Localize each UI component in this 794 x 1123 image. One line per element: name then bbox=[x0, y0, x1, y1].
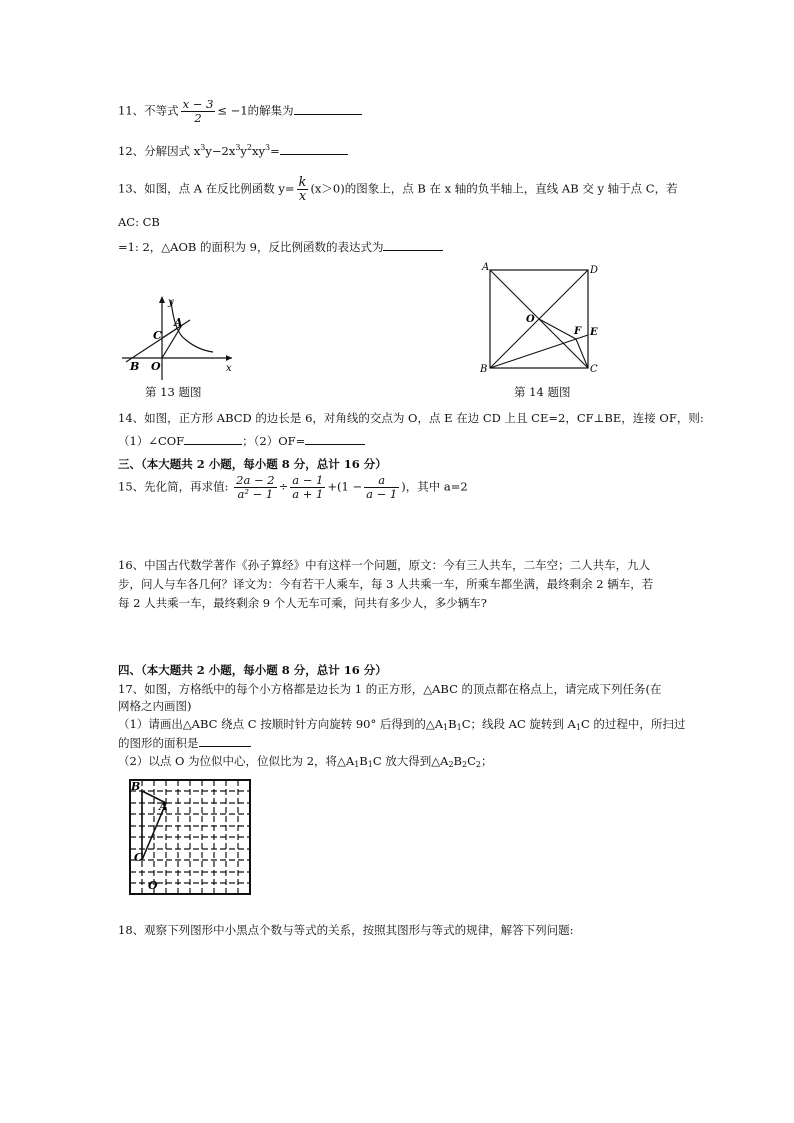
q15-f1-denominator: a² − 1 bbox=[237, 487, 274, 501]
q12-term-3: xy bbox=[252, 144, 265, 158]
q11-prefix: 11、不等式 bbox=[118, 103, 179, 118]
q15-f2-numerator: a − 1 bbox=[292, 473, 324, 487]
fig13-label-O: O bbox=[151, 360, 161, 373]
question-15 bbox=[118, 474, 468, 501]
question-14-answers bbox=[118, 432, 365, 449]
fig14-label-A: A bbox=[482, 262, 490, 273]
q13-prefix: 13、如图，点 A 在反比例函数 y= bbox=[118, 181, 295, 196]
q15-f2-denominator: a + 1 bbox=[292, 487, 324, 501]
fig14-label-D: D bbox=[590, 265, 599, 276]
q14-answer-blank-2[interactable] bbox=[305, 432, 365, 445]
q15-f3-denominator: a − 1 bbox=[366, 487, 398, 501]
question-13-cont bbox=[118, 238, 443, 255]
fig13-label-C: C bbox=[153, 329, 162, 342]
fig13-y-arrow bbox=[159, 296, 165, 303]
fig14-label-C: C bbox=[590, 364, 598, 375]
q13-suffix: (x＞0)的图象上，点 B 在 x 轴的负半轴上，直线 AB 交 y 轴于点 C，若 bbox=[310, 181, 678, 196]
fig13-label-x: x bbox=[226, 363, 232, 374]
q17-p2-sub-1: 1 bbox=[354, 760, 360, 769]
fig17-label-C: C bbox=[134, 851, 143, 864]
q15-fraction-1 bbox=[234, 474, 276, 501]
q17-p2-text-b: B bbox=[359, 754, 368, 768]
section-3-title: 三、（本大题共 2 小题，每小题 8 分，总计 16 分） bbox=[118, 457, 387, 471]
fig13-x-arrow bbox=[226, 355, 232, 361]
q17-p1-text-c: C；线段 AC 旋转到 A bbox=[461, 717, 576, 731]
q13-line-3: =1: 2，△AOB 的面积为 9，反比例函数的表达式为 bbox=[118, 240, 384, 254]
q15-prefix: 15、先化简，再求值: bbox=[118, 479, 229, 494]
q11-relation: ≤ −1 bbox=[217, 103, 248, 118]
q12-suffix: = bbox=[270, 144, 280, 158]
q12-exp-1: 3 bbox=[200, 143, 206, 152]
q12-exp-2: 3 bbox=[235, 143, 241, 152]
q17-p2-sub-3: 2 bbox=[448, 760, 454, 769]
q18-line-1: 18、观察下列图形中小黑点个数与等式的关系，按照其图形与等式的规律，解答下列问题: bbox=[118, 923, 574, 937]
q16-line-3: 每 2 人共乘一车，最终剩余 9 个人无车可乘，问共有多少人，多少辆车? bbox=[118, 596, 487, 610]
q15-f1-numerator: 2a − 2 bbox=[236, 473, 275, 487]
fig14-label-F: F bbox=[574, 326, 582, 337]
figure-14 bbox=[478, 262, 608, 376]
q11-suffix: 的解集为 bbox=[247, 103, 294, 118]
section-4-title: 四、（本大题共 2 小题，每小题 8 分，总计 16 分） bbox=[118, 663, 387, 677]
fig14-segment-BE bbox=[490, 335, 588, 368]
q12-term-2: y bbox=[240, 144, 247, 158]
q17-p2-text-e: C bbox=[467, 754, 476, 768]
q12-prefix: 12、分解因式 x bbox=[118, 144, 201, 158]
q12-exp-3: 2 bbox=[246, 143, 252, 152]
figure-13 bbox=[118, 292, 238, 382]
q13-frac-numerator: k bbox=[298, 175, 307, 190]
q14-part-1: （1）∠COF bbox=[118, 434, 185, 448]
fig17-grid-lines bbox=[130, 780, 250, 894]
q17-p1-sub-a1-2: 1 bbox=[575, 723, 581, 732]
q16-line-1: 16、中国古代数学著作《孙子算经》中有这样一个问题，原文：今有三人共车，二车空；二人共车，九人 bbox=[118, 558, 651, 572]
q17-answer-blank[interactable] bbox=[199, 734, 251, 747]
fig14-label-O: O bbox=[526, 314, 535, 325]
q17-p2-text-a: （2）以点 O 为位似中心，位似比为 2，将△A bbox=[118, 754, 355, 768]
q11-answer-blank[interactable] bbox=[294, 102, 362, 115]
q12-exp-4: 3 bbox=[264, 143, 271, 152]
q17-p1-text-b: B bbox=[448, 717, 457, 731]
fig14-segment-CF bbox=[576, 339, 588, 368]
fig17-label-B: B bbox=[131, 780, 141, 793]
q17-p1-sub-b1: 1 bbox=[456, 723, 462, 732]
q11-fraction bbox=[181, 98, 216, 125]
q17-p2-sub-2: 1 bbox=[367, 760, 373, 769]
q13-line-2: AC: CB bbox=[118, 215, 160, 229]
fig13-segment-OA bbox=[162, 325, 182, 358]
q13-answer-blank[interactable] bbox=[383, 238, 443, 251]
q17-p1-sub-a1: 1 bbox=[443, 723, 449, 732]
q15-fraction-3 bbox=[364, 474, 399, 501]
q17-p1-text-a: （1）请画出△ABC 绕点 C 按顺时针方向旋转 90° 后得到的△A bbox=[118, 717, 444, 731]
q16-line-2: 步，问人与车各几何？译文为：今有若干人乘车，每 3 人共乘一车，所乘车都坐满，最终剩余 2 辆车，若 bbox=[118, 577, 654, 591]
q17-part-1 bbox=[118, 716, 685, 736]
q14-answer-blank-1[interactable] bbox=[184, 432, 242, 445]
q17-p2-sub-5: 2 bbox=[475, 760, 481, 769]
q15-operator-2: +(1 − bbox=[327, 479, 363, 494]
q13-frac-denominator: x bbox=[298, 189, 307, 204]
q17-p2-text-c: C 放大得到△A bbox=[372, 754, 449, 768]
fig14-label-E: E bbox=[590, 327, 598, 338]
fig17-label-A: A bbox=[159, 800, 168, 813]
q17-part-2 bbox=[118, 753, 492, 773]
question-12 bbox=[118, 140, 348, 159]
q11-frac-denominator: 2 bbox=[194, 111, 202, 125]
q15-operator-1: ÷ bbox=[278, 479, 289, 494]
figure-17-grid bbox=[126, 776, 256, 898]
q17-p1-text-d: C 的过程中，所扫过 bbox=[580, 717, 686, 731]
q12-answer-blank[interactable] bbox=[280, 142, 348, 155]
figure-13-caption: 第 13 题图 bbox=[145, 385, 202, 399]
fig13-label-y: y bbox=[168, 297, 174, 308]
q15-f3-numerator: a bbox=[364, 474, 399, 488]
q15-fraction-2 bbox=[290, 474, 325, 501]
q17-line-2: 网格之内画图) bbox=[118, 699, 192, 713]
q11-frac-numerator: x − 3 bbox=[182, 97, 214, 111]
fig13-label-B: B bbox=[130, 360, 140, 373]
q17-p1-line-2: 的图形的面积是 bbox=[118, 736, 199, 750]
q13-fraction bbox=[297, 176, 309, 203]
q14-line-1: 14、如图，正方形 ABCD 的边长是 6，对角线的交点为 O，点 E 在边 CD 上且 CE=2，CF⊥BE，连接 OF，则: bbox=[118, 411, 704, 425]
fig14-segment-OF bbox=[539, 319, 576, 339]
fig13-label-A: A bbox=[174, 316, 183, 329]
fig14-label-B: B bbox=[480, 364, 488, 375]
q17-p2-text-f: ； bbox=[480, 754, 493, 768]
q12-term-1: y−2x bbox=[205, 144, 236, 158]
q17-p2-text-d: B bbox=[453, 754, 462, 768]
q17-line-1: 17、如图，方格纸中的每个小方格都是边长为 1 的正方形，△ABC 的顶点都在格点上，请完成下列任务(在 bbox=[118, 682, 662, 696]
question-11 bbox=[118, 98, 362, 125]
figure-14-caption: 第 14 题图 bbox=[514, 385, 571, 399]
fig17-label-O: O bbox=[148, 879, 158, 892]
q17-p2-sub-4: 2 bbox=[461, 760, 468, 769]
question-13 bbox=[118, 176, 678, 203]
q17-part-1-cont bbox=[118, 734, 251, 751]
q15-suffix: )，其中 a=2 bbox=[401, 479, 468, 494]
q14-part-2: ；（2）OF= bbox=[242, 434, 306, 448]
